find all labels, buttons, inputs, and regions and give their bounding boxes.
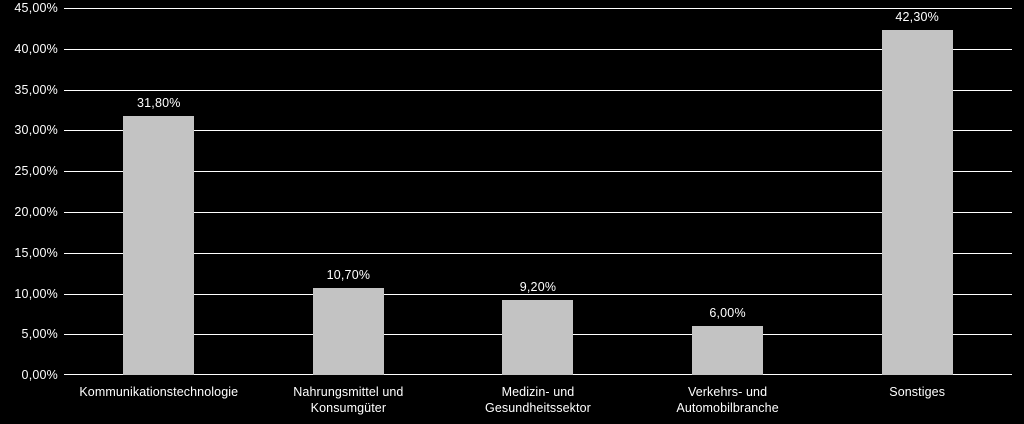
x-tick-label-line: Automobilbranche (676, 401, 779, 415)
plot-area (64, 8, 1012, 375)
y-tick-label: 5,00% (21, 327, 58, 342)
y-tick-label: 20,00% (14, 205, 58, 219)
x-tick-label (69, 376, 249, 400)
x-tick-label (638, 376, 818, 416)
y-tick-label: 10,00% (14, 286, 58, 301)
bar-slot (638, 8, 818, 375)
bar-value-label: 10,70% (326, 268, 371, 282)
x-tick-label (448, 376, 628, 416)
bar-value-label: 31,80% (136, 96, 181, 110)
y-tick-label: 25,00% (14, 164, 58, 179)
bar-series (64, 8, 1012, 375)
y-tick-label: 15,00% (14, 245, 58, 260)
bar-value-label: 42,30% (895, 10, 939, 24)
bar[interactable] (123, 116, 194, 375)
x-tick-label (827, 376, 1007, 400)
bar-slot (827, 8, 1007, 375)
y-tick-label: 35,00% (14, 82, 58, 97)
bar[interactable] (882, 30, 953, 375)
x-tick-label-line: Nahrungsmittel und (293, 385, 404, 399)
bar[interactable] (692, 326, 763, 375)
y-tick-label: 0,00% (21, 368, 58, 383)
y-tick-label: 30,00% (14, 123, 58, 138)
y-axis (0, 0, 64, 383)
bar-value-label: 9,20% (519, 280, 557, 294)
x-tick-label-line: Verkehrs- und (688, 385, 768, 399)
x-tick-label-line: Medizin- und (501, 385, 575, 399)
bar[interactable] (502, 300, 573, 375)
x-axis (64, 376, 1012, 424)
x-tick-label-line: Gesundheitssektor (485, 401, 591, 415)
bar-slot (69, 8, 249, 375)
y-tick-label: 40,00% (14, 41, 58, 56)
y-tick-label: 45,00% (14, 1, 58, 15)
x-tick-label (258, 376, 438, 416)
x-tick-label-line: Konsumgüter (310, 401, 387, 415)
bar[interactable] (313, 288, 384, 375)
bar-value-label: 6,00% (709, 306, 746, 320)
x-tick-label-line: Kommunikationstechnologie (79, 385, 239, 399)
bar-slot (448, 8, 628, 375)
bar-slot (258, 8, 438, 375)
x-tick-label-line: Sonstiges (889, 385, 946, 399)
